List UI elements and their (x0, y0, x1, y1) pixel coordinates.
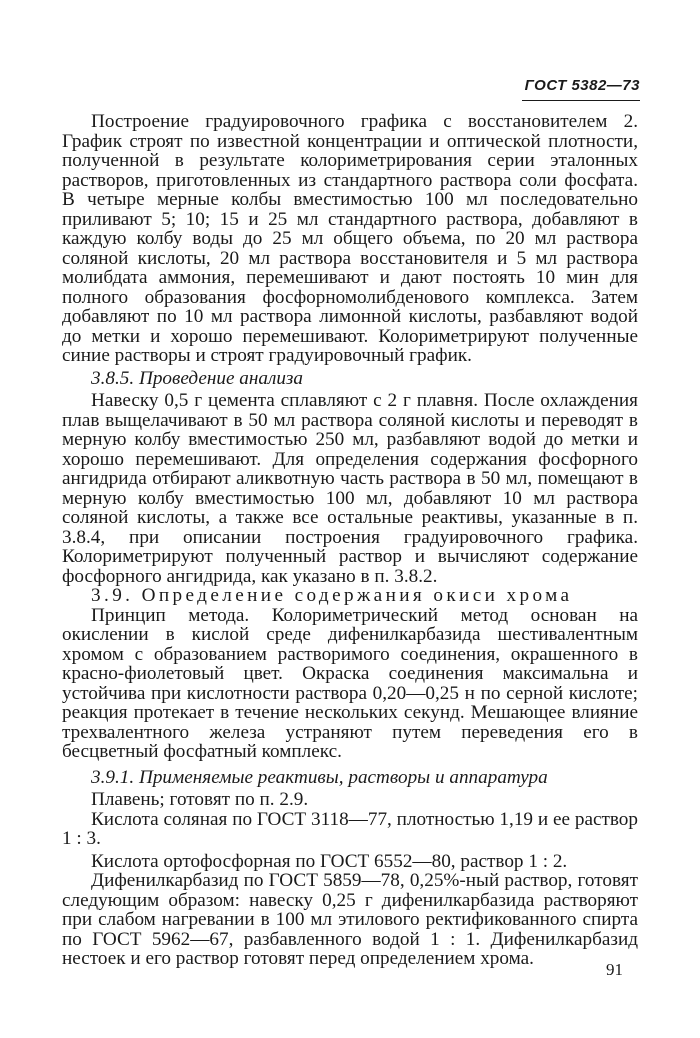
standard-header: ГОСТ 5382—73 (524, 77, 640, 94)
paragraph-calibration-graph: Построение градуировочного графика с восстановителем 2. График строят по известной концентрации и оптической плотности, полученной в результате колориметрирования серии эталонных растворов, приготовленных из стандартного раствора соли фосфата. В четыре мерные колбы вместимостью 100 мл последовательно приливают 5; 10; 15 и 25 мл стандартного раствора, добавляют в каждую колбу воды до 25 мл общего объема, по 20 мл раствора соляной кислоты, 20 мл раствора восстановителя и 5 мл раствора молибдата аммония, перемешивают и дают постоять 10 мин для полного образования фосфорномолибденового комплекса. Затем добавляют по 10 мл раствора лимонной кислоты, разбавляют водой до метки и хорошо перемешивают. Колориметрируют полученные синие растворы и строят градуировочный график. (62, 111, 638, 366)
paragraph-phosphoric-acid: Кислота ортофосфорная по ГОСТ 6552—80, раствор 1 : 2. (91, 850, 568, 872)
section-heading-3-9: 3.9. Определение содержания окиси хрома (91, 585, 573, 606)
section-heading-3-9-1: 3.9.1. Применяемые реактивы, растворы и аппаратура (91, 766, 548, 788)
paragraph-hydrochloric-acid: Кислота соляная по ГОСТ 3118—77, плотностью 1,19 и ее раствор 1 : 3. (62, 808, 638, 849)
section-heading-3-8-5: 3.8.5. Проведение анализа (91, 367, 304, 389)
paragraph-flux: Плавень; готовят по п. 2.9. (91, 789, 309, 810)
page-number: 91 (606, 960, 623, 979)
paragraph-diphenylcarbazide: Дифенилкарбазид по ГОСТ 5859—78, 0,25%-ный раствор, готовят следующим образом: навеску 0,25 г дифенилкарбазида растворяют при слабом нагревании в 100 мл этилового ректификованного спирта по ГОСТ 5962—67, разбавленного водой 1 : 1. Дифенилкарбазид нестоек и его раствор готовят перед определением хрома. (62, 870, 638, 969)
header-rule (522, 100, 640, 101)
paragraph-analysis: Навеску 0,5 г цемента сплавляют с 2 г плавня. После охлаждения плав выщелачивают в 50 мл раствора соляной кислоты и переводят в мерную колбу вместимостью 250 мл, разбавляют водой до метки и хорошо перемешивают. Для определения содержания фосфорного ангидрида отбирают аликвотную часть раствора в 50 мл, помещают в мерную колбу вместимостью 100 мл, добавляют 10 мл раствора соляной кислоты, а также все остальные реактивы, указанные в п. 3.8.4, при описании построения градуировочного графика. Колориметрируют полученный раствор и вычисляют содержание фосфорного ангидрида, как указано в п. 3.8.2. (62, 390, 638, 587)
paragraph-method-principle: Принцип метода. Колориметрический метод основан на окислении в кислой среде дифенилкарбазида шестивалентным хромом с образованием растворимого соединения, окрашенного в красно-фиолетовый цвет. Окраска соединения максимальна и устойчива при кислотности раствора 0,20—0,25 н по серной кислоте; реакция протекает в течение нескольких секунд. Мешающее влияние трехвалентного железа устраняют путем переведения его в бесцветный фосфатный комплекс. (62, 604, 638, 762)
body-text (62, 112, 638, 969)
